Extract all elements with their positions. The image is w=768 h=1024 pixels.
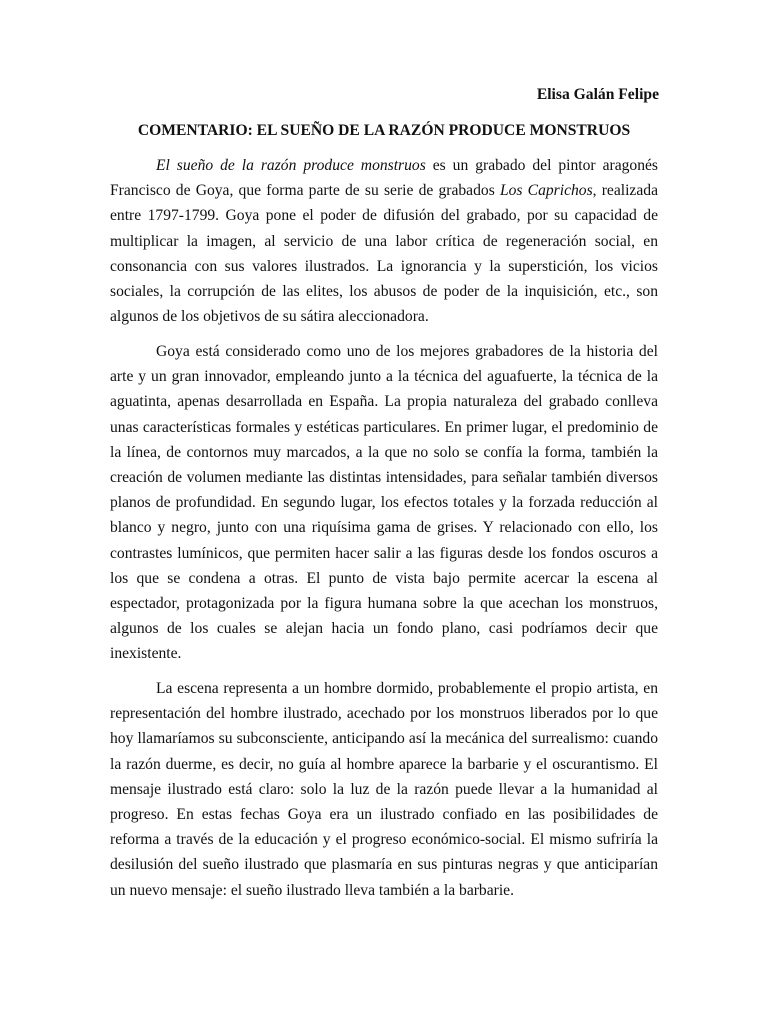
series-title-italic: Los Caprichos bbox=[499, 182, 593, 200]
artwork-title-italic: El sueño de la razón produce monstruos bbox=[156, 157, 426, 174]
paragraph-2: Goya está considerado como uno de los mejores grabadores de la historia del arte y un gran innovador, empleando junto a la técnica del aguafuerte, la técnica de la aguatinta, apenas desarrollada en España. La propia naturaleza del grabado conlleva unas características formales y estéticas particulares. En primer lugar, el predominio de la línea, de contornos muy marcados, a la que no solo se confía la forma, también la creación de volumen mediante las distintas intensidades, para señalar también diversos planos de profundidad. En segundo lugar, los efectos totales y la forzada reducción al blanco y negro, junto con una riquísima gama de grises. Y relacionado con ello, los contrastes lumínicos, que permiten hacer salir a las figuras desde los fondos oscuros a los que se condena a otras. El punto de vista bajo permite acercar la escena al espectador, protagonizada por la figura humana sobre la que acechan los monstruos, algunos de los cuales se alejan hacia un fondo plano, casi podríamos decir que inexistente. bbox=[110, 343, 658, 663]
document-title: COMENTARIO: EL SUEÑO DE LA RAZÓN PRODUCE MONSTRUOS bbox=[137, 122, 631, 139]
paragraph-3: La escena representa a un hombre dormido, probablemente el propio artista, en representación del hombre ilustrado, acechado por los monstruos liberados por lo que hoy llamaríamos su subconsciente, anticipando así la mecánica del surrealismo: cuando la razón duerme, es decir, no guía al hombre aparece la barbarie y el oscurantismo. El mensaje ilustrado está claro: solo la luz de la razón puede llevar a la humanidad al progreso. En estas fechas Goya era un ilustrado confiado en las posibilidades de reforma a través de la educación y el progreso económico-social. El mismo sufriría la desilusión del sueño ilustrado que plasmaría en sus pinturas negras y que anticiparían un nuevo mensaje: el sueño ilustrado lleva también a la barbarie. bbox=[110, 680, 658, 899]
paragraph-1-text-b: , realizada entre 1797-1799. Goya pone el poder de difusión del grabado, por su capacidad de multiplicar la imagen, al servicio de una labor crítica de regeneración social, en consonancia con sus valores ilustrados. La ignorancia y la superstición, los vicios sociales, la corrupción de las elites, los abusos de poder de la inquisición, etc., son algunos de los objetivos de su sátira aleccionadora. bbox=[110, 182, 658, 326]
author-name: Elisa Galán Felipe bbox=[536, 86, 659, 103]
paragraph-1-text-a: es un grabado del pintor aragonés Francisco de Goya, que forma parte de su serie de grabados bbox=[110, 157, 658, 200]
paragraph-1 bbox=[110, 153, 658, 329]
